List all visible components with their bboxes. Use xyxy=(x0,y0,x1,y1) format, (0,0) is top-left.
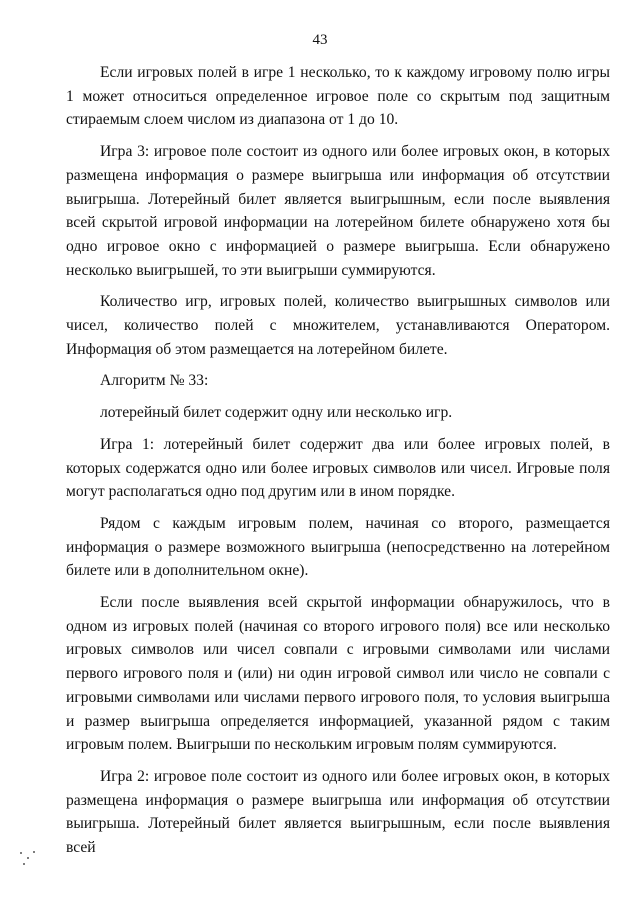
paragraph: лотерейный билет содержит одну или несколько игр. xyxy=(100,404,453,422)
body-text xyxy=(66,61,610,860)
scan-artifact xyxy=(18,848,40,868)
paragraph: Если игровых полей в игре 1 несколько, то к каждому игровому полю игры 1 может относиться определенное игровое поле со скрытым под защитным стираемым слоем числом из диапазона от 1 до 10. xyxy=(66,64,610,129)
paragraph: Если после выявления всей скрытой информации обнаружилось, что в одном из игровых полей (начиная со второго игрового поля) все или несколько игровых символов или чисел совпали с игровыми символами или числами первого игрового поля и (или) ни один игровой символ или число не совпали с игровыми символами или числами первого игрового поля, то условия выигрыша и размер выигрыша определяется информацией, указанной рядом с таким игровым полем. Выигрыши по нескольким игровым полям суммируются. xyxy=(66,594,610,754)
paragraph: Игра 2: игровое поле состоит из одного или более игровых окон, в которых размещена информация о размере выигрыша или информация об отсутствии выигрыша. Лотерейный билет является выигрышным, если после выявления всей xyxy=(66,767,610,857)
paragraph: Игра 1: лотерейный билет содержит два или более игровых полей, в которых содержатся одно или более игровых символов или чисел. Игровые поля могут располагаться одно под другим или в ином порядке. xyxy=(66,435,610,501)
paragraph: Игра 3: игровое поле состоит из одного или более игровых окон, в которых размещена информация о размере выигрыша или информация об отсутствии выигрыша. Лотерейный билет является выигрышным, если после выявления всей скрытой игровой информации на лотерейном билете обнаружено хотя бы одно игровое окно с информацией о размере выигрыша. Если обнаружено несколько выигрышей, то эти выигрыши суммируются. xyxy=(66,143,610,279)
page-number: 43 xyxy=(312,32,328,48)
paragraph: Количество игр, игровых полей, количество выигрышных символов или чисел, количество полей с множителем, устанавливаются Оператором. Информация об этом размещается на лотерейном билете. xyxy=(66,293,610,358)
paragraph: Рядом с каждым игровым полем, начиная со второго, размещается информация о размере возможного выигрыша (непосредственно на лотерейном билете или в дополнительном окне). xyxy=(66,514,610,580)
algorithm-heading: Алгоритм № 33: xyxy=(100,372,209,390)
